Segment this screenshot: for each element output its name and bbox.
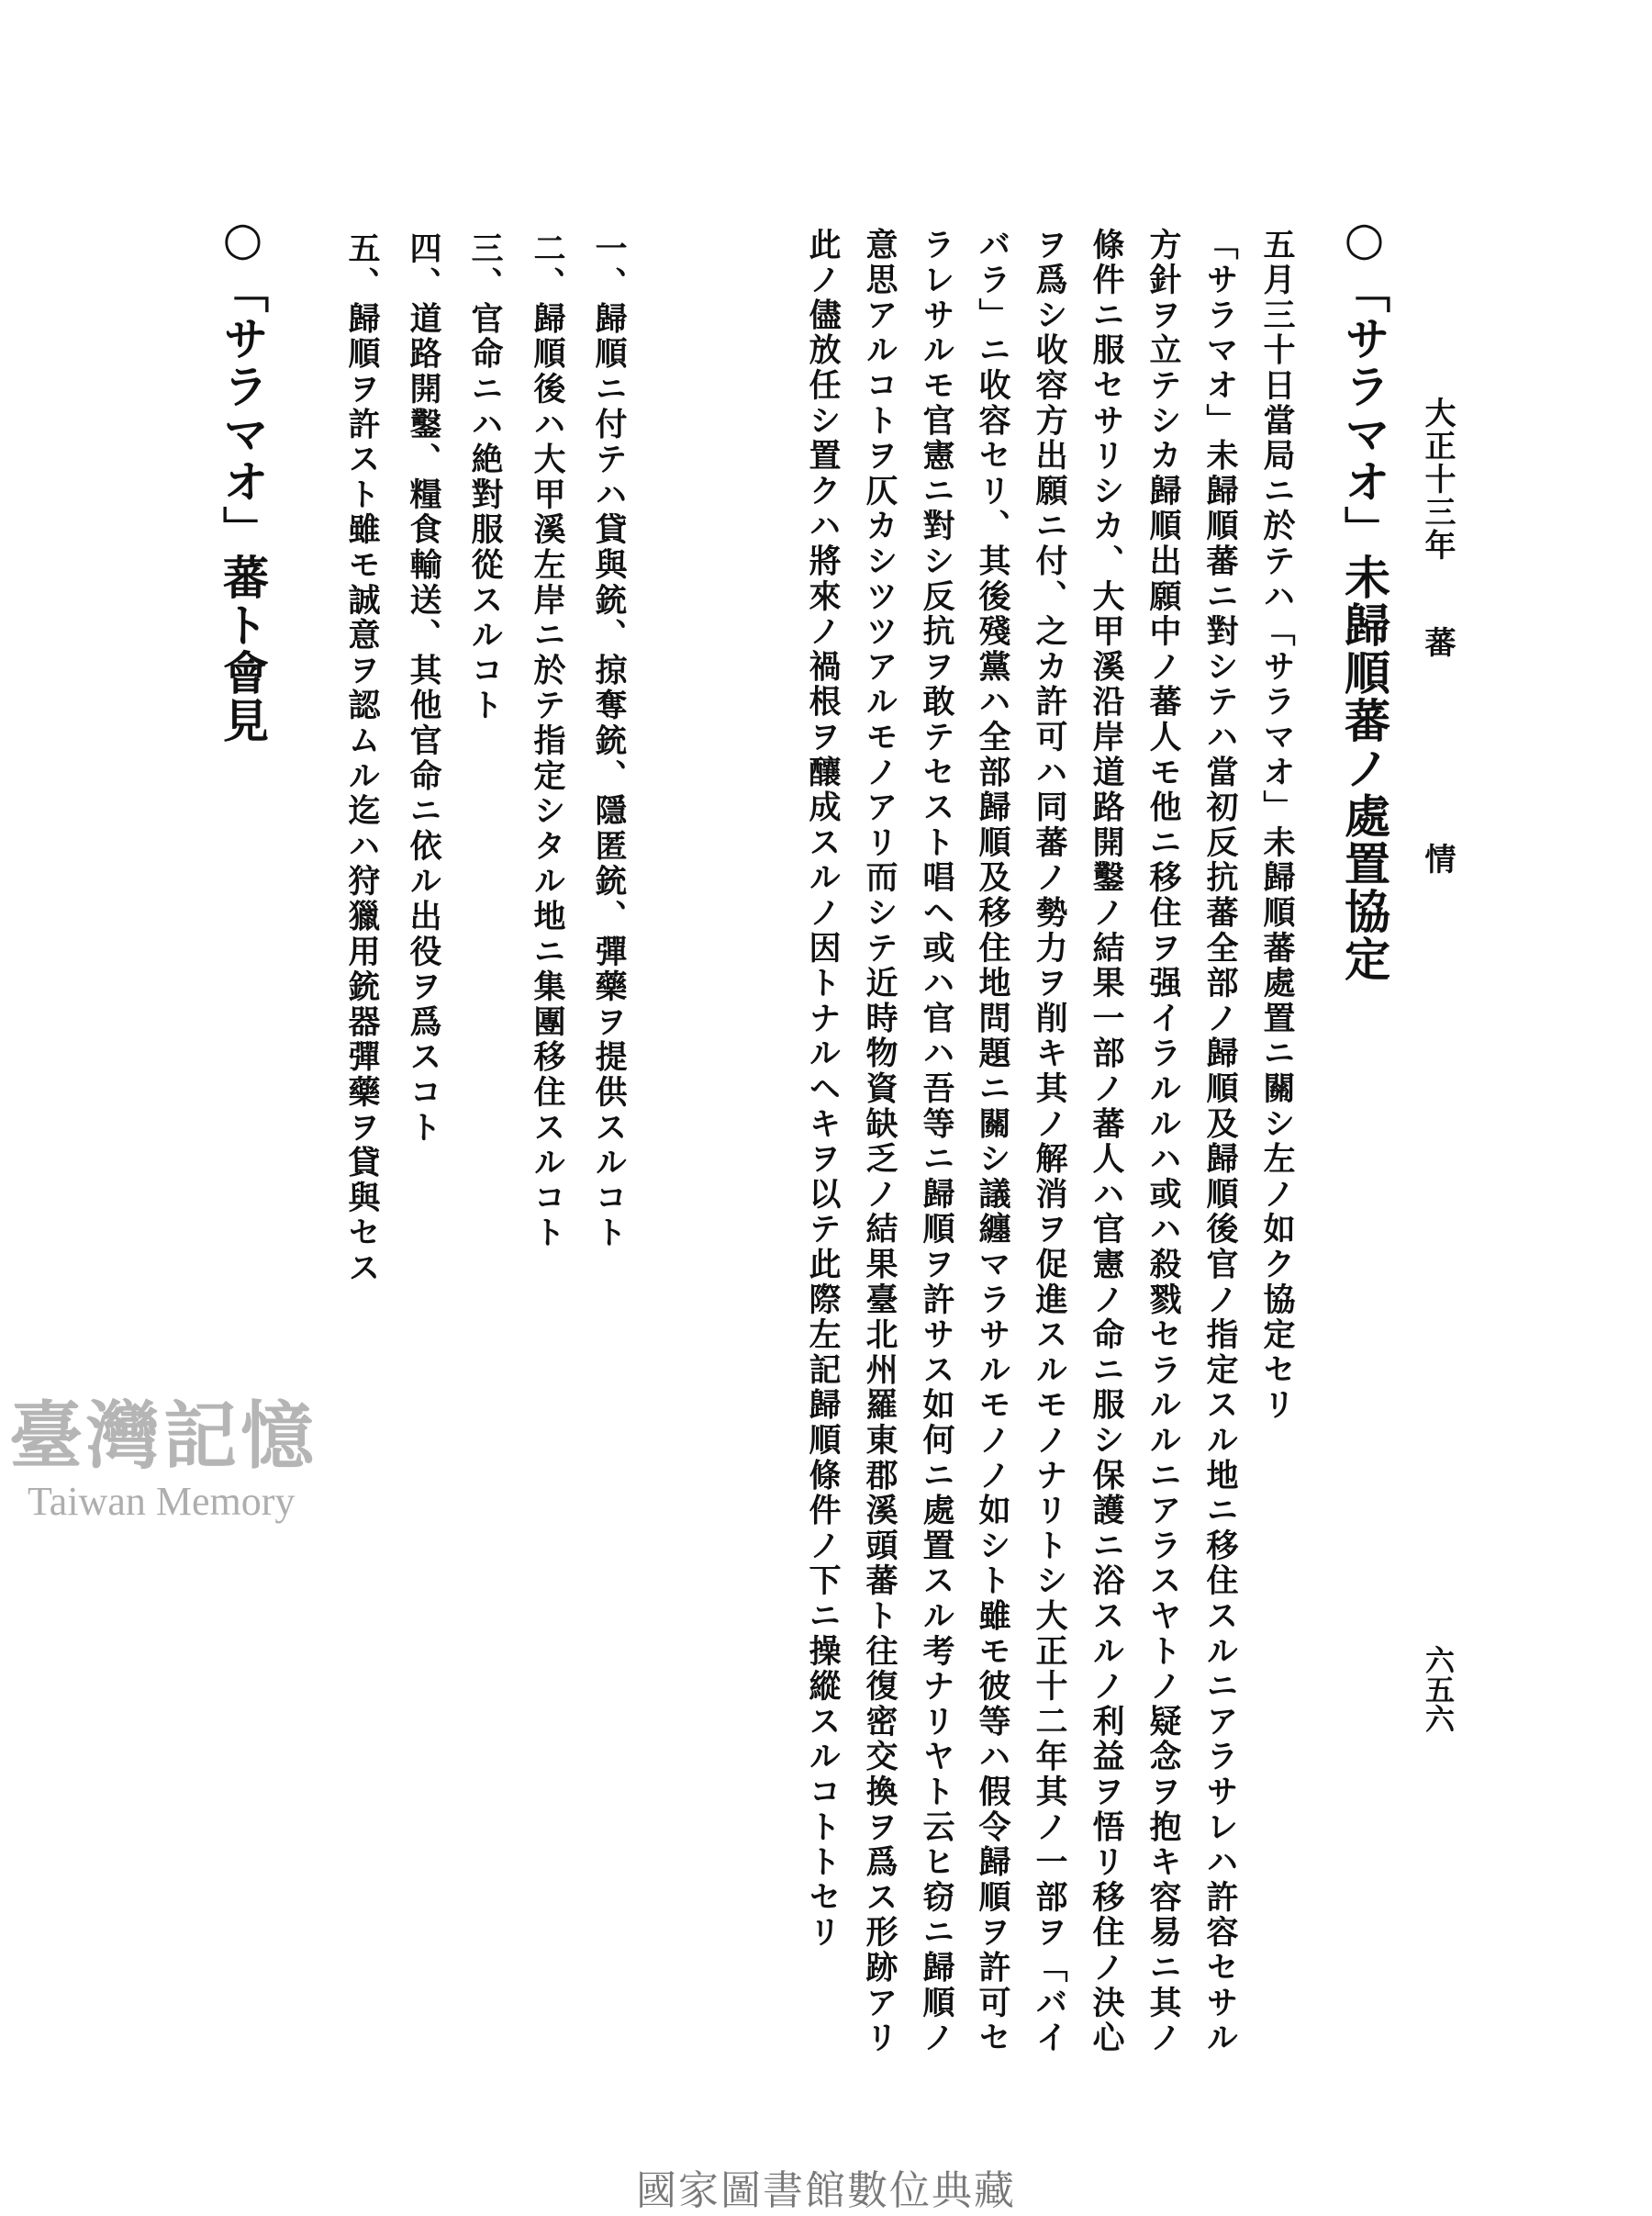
- condition-item: 一、歸順ニ付テハ貸與銃、掠奪銃、隱匿銃、彈藥ヲ提供スルコト: [590, 231, 628, 1251]
- body-column: ラレサルモ官憲ニ對シ反抗ヲ敢テセスト唱ヘ或ハ官ハ吾等ニ歸順ヲ許サス如何ニ處置スル考ナリヤト云ヒ窃ニ歸順ノ: [918, 228, 955, 2056]
- header-section-a: 蕃: [1419, 626, 1456, 659]
- body-column: ヲ爲シ收容方出願ニ付、之カ許可ハ同蕃ノ勢力ヲ削キ其ノ解消ヲ促進スルモノナリトシ大正十二年其ノ一部ヲ「バイ: [1031, 228, 1068, 2056]
- condition-item: 三、官命ニハ絶對服從スルコト: [466, 231, 504, 724]
- condition-item: 二、歸順後ハ大甲溪左岸ニ於テ指定シタル地ニ集團移住スルコト: [529, 231, 566, 1251]
- section-title: ○「サラマオ」未歸順蕃ノ處置協定: [1337, 211, 1391, 983]
- next-section-title: ○「サラマオ」蕃ト會見: [216, 211, 270, 744]
- watermark-logo: 臺灣記憶: [9, 1393, 318, 1479]
- body-column: 「サラマオ」未歸順蕃ニ對シテハ當初反抗蕃全部ノ歸順及歸順後官ノ指定スル地ニ移住スルニアラサレハ許容セサル: [1201, 228, 1239, 2056]
- body-column: 五月三十日當局ニ於テハ「サラマオ」未歸順蕃處置ニ關シ左ノ如ク協定セリ: [1258, 228, 1296, 1424]
- condition-item: 四、道路開鑿、糧食輸送、其他官命ニ依ル出役ヲ爲スコト: [405, 231, 442, 1146]
- body-column: 此ノ儘放任シ置クハ將來ノ禍根ヲ釀成スルノ因トナルヘキヲ以テ此際左記歸順條件ノ下ニ操縱スルコトトセリ: [804, 228, 842, 1951]
- body-column: バラ」ニ收容セリ、其後殘黨ハ全部歸順及移住地問題ニ關シ議纏マラサルモノノ如シト雖モ彼等ハ假令歸順ヲ許可セ: [974, 228, 1011, 2056]
- header-section-b: 情: [1419, 843, 1456, 876]
- body-column: 意思アルコトヲ仄カシツツアルモノアリ而シテ近時物資缺乏ノ結果臺北州羅東郡溪頭蕃ト往復密交換ヲ爲ス形跡アリ: [861, 228, 899, 2056]
- body-column: 條件ニ服セサリシカ、大甲溪沿岸道路開鑿ノ結果一部ノ蕃人ハ官憲ノ命ニ服シ保護ニ浴スルノ利益ヲ悟リ移住ノ決心: [1088, 228, 1125, 2056]
- footer-credit: 國家圖書館數位典藏: [636, 2167, 1016, 2214]
- condition-item: 五、歸順ヲ許スト雖モ誠意ヲ認ムル迄ハ狩獵用銃器彈藥ヲ貸與セス: [343, 231, 381, 1286]
- watermark-logo-en: Taiwan Memory: [28, 1479, 296, 1524]
- page-number: 六五六: [1421, 1645, 1456, 1733]
- running-header: [1415, 397, 1460, 876]
- body-column: 方針ヲ立テシカ歸順出願中ノ蕃人モ他ニ移住ヲ强イラルルハ或ハ殺戮セラルルニアラスヤトノ疑念ヲ抱キ容易ニ其ノ: [1144, 228, 1182, 2056]
- header-year: 大正十三年: [1419, 397, 1456, 562]
